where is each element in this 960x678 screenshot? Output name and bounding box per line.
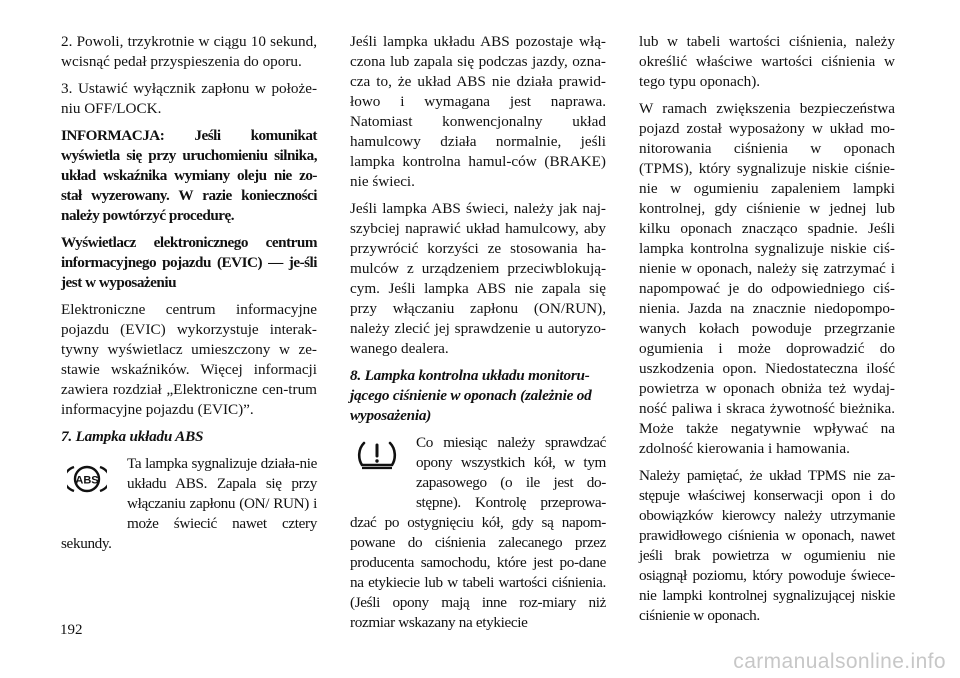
step-2-text: 2. Powoli, trzykrotnie w ciągu 10 sekund, wcisnąć pedał przyspieszenia do oporu. (61, 33, 317, 70)
column-middle (350, 32, 606, 640)
step-3-text: 3. Ustawić wyłącznik zapłonu w położe-niu OFF/LOCK. (61, 80, 317, 117)
column-right (639, 32, 895, 633)
page-number: 192 (60, 622, 83, 638)
abs-failure-paragraph: Jeśli lampka układu ABS pozostaje włą-czona lub zapala się podczas jazdy, ozna-cza to, że układ ABS nie działa prawid-łowo i wymagana jest naprawa. Natomiast konwencjonalny układ hamulcowy działa normalnie, jeśli lampka kontrolna hamul-ców (BRAKE) nie świeci. (350, 33, 606, 190)
tire-pressure-warning-icon (356, 435, 398, 475)
evic-heading: Wyświetlacz elektronicznego centrum informacyjnego pojazdu (EVIC) — je-śli jest w wyposażeniu (61, 234, 317, 291)
abs-repair-paragraph: Jeśli lampka ABS świeci, należy jak naj-szybciej naprawić układ hamulcowy, aby przywrócić korzyści ze stosowania ha-mulców z urządzeniem przeciwblokują-cym. Jeśli lampka ABS nie zapala się przy włączaniu zapłonu (ON/RUN), należy zlecić jej sprawdzenie u autoryzo-wanego dealera. (350, 200, 606, 357)
tpms-system-paragraph: W ramach zwiększenia bezpieczeństwa pojazd został wyposażony w układ mo-nitorowania ciśnienia w oponach (TPMS), który sygnalizuje niskie ciśnie-nie w ogumieniu zapaleniem lampki kontrolnej, gdy ciśnienie w jednej lub kilku oponach znacząco spadnie. Jeśli lampka kontrolna sygnalizuje niskie ciś-nienie w oponach, należy się zatrzymać i napompować je do odpowiedniego ciś-nienia. Jazda na znacznie niedopompo-wanych kołach powoduje przegrzanie ogumienia i może doprowadzić do uszkodzenia opon. Niedostateczna ilość powietrza w oponach obniża też wydaj-ność paliwa i skraca żywotność bieżnika. Może także negatywnie wpływać na zdolność kierowania i hamowania. (639, 100, 895, 457)
tpms-note-paragraph: Należy pamiętać, że układ TPMS nie za-stępuje właściwej konserwacji opon i do obowiązków kierowcy należy utrzymanie prawidłowego ciśnienia w oponach, nawet jeśli brak powietrza w ogumieniu nie osiągnął poziomu, który powoduje świece-nie lampki kontrolnej sygnalizującej niskie ciśnienie w oponach. (639, 467, 895, 624)
evic-paragraph: Elektroniczne centrum informacyjne pojazdu (EVIC) wykorzystuje interak-tywny wyświetlacz umieszczony w ze-stawie wskaźników. Więcej informacji zawiera rozdział „Elektroniczne cen-trum informacyjne pojazdu (EVIC)”. (61, 301, 317, 418)
abs-heading: 7. Lampka układu ABS (61, 428, 204, 445)
abs-icon-label: ABS (75, 474, 99, 487)
tpms-icon-box (350, 433, 416, 495)
column-left (61, 32, 317, 561)
tpms-paragraph: Co miesiąc należy sprawdzać opony wszystkich kół, w tym zapasowego (o ile jest do-stępne). Kontrolę przeprowa-dzać po ostygnięciu kół, gdy są napom-powane do ciśnienia zalecanego przez producenta samochodu, które jest po-dane na etykiecie lub w tabeli wartości ciśnienia. (Jeśli opony mają inne roz-miary niż rozmiar wskazany na etykiecie (350, 434, 606, 631)
abs-paragraph: Ta lampka sygnalizuje działa-nie układu ABS. Zapala się przy włączaniu zapłonu (ON/ RUN) i może świecić nawet cztery sekundy. (61, 455, 317, 552)
abs-icon-box (61, 454, 127, 516)
tpms-heading: 8. Lampka kontrolna układu monitoru-jącego ciśnienie w oponach (zależnie od wyposażenia) (350, 367, 592, 424)
abs-warning-icon (67, 464, 107, 494)
info-note: INFORMACJA: Jeśli komunikat wyświetla się przy uruchomieniu silnika, układ wskaźnika wymiany oleju nie zo-stał wyzerowany. W razie konieczności należy powtórzyć procedurę. (61, 127, 317, 224)
watermark: carmanualsonline.info (733, 650, 946, 673)
tpms-continued-paragraph: lub w tabeli wartości ciśnienia, należy określić właściwe wartości ciśnienia w tego typu oponach). (639, 33, 895, 90)
